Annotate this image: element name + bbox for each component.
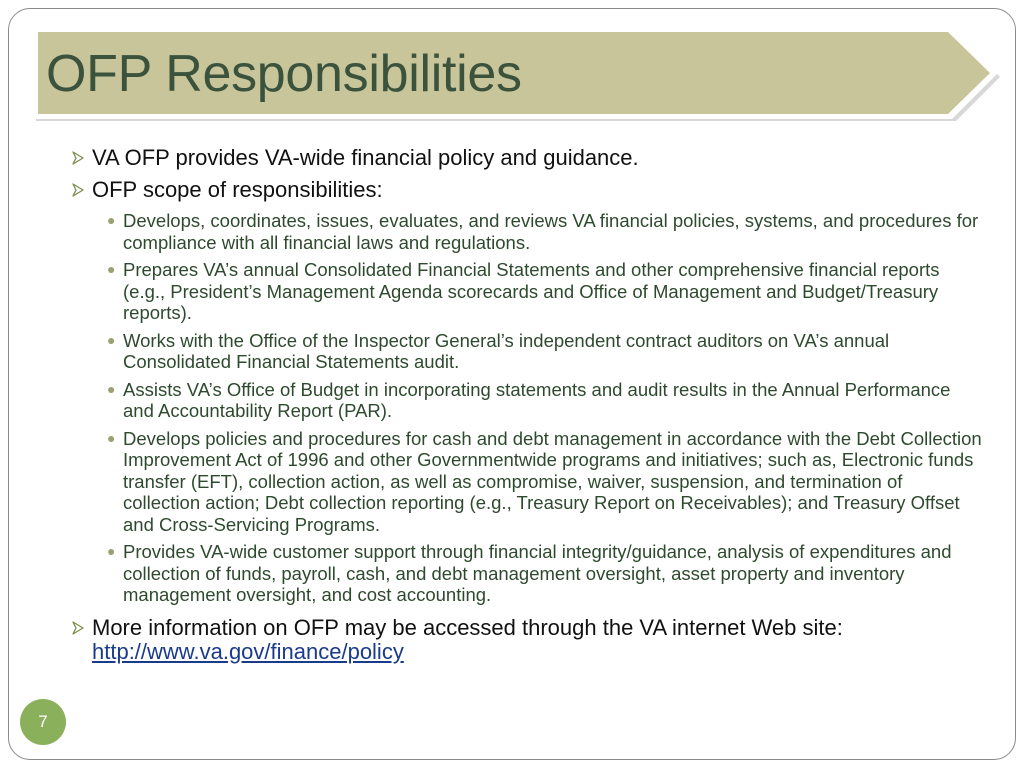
sub-bullet-policies (62, 210, 982, 253)
bullet-text: VA OFP provides VA-wide financial policy and guidance. (92, 145, 639, 170)
dot-bullet-icon: ● (107, 380, 116, 397)
sub-bullet-office-of-budget (62, 379, 982, 422)
dot-bullet-icon: ● (107, 261, 116, 277)
page-number-badge: 7 (20, 699, 66, 745)
sub-bullet-text: Provides VA-wide customer support through financial integrity/guidance, analysis of expenditures and collection of funds, payroll, cash, and debt management oversight, asset property and inventory management oversight, and cost accounting. (123, 541, 952, 605)
sub-bullet-inspector-general (62, 330, 982, 373)
sub-bullet-customer-support (62, 541, 982, 606)
sub-bullet-text: Prepares VA’s annual Consolidated Financial Statements and other comprehensive financial reports (e.g., President’s Management Agenda scorecards and Office of Management and Budget/Treasury reports). (123, 259, 940, 323)
sub-bullet-financial-statements (62, 259, 982, 324)
sub-bullet-text: Develops policies and procedures for cash and debt management in accordance with the Debt Collection Improvement Act of 1996 and other Governmentwide programs and initiatives; such as, Electronic funds transfer (EFT), collection action, as well as compromise, waiver, suspension, and termination of collection action; Debt collection reporting (e.g., Treasury Report on Receivables); and Treasury Offset and Cross-Servicing Programs. (123, 427, 982, 535)
dot-bullet-icon: ● (107, 429, 116, 446)
slide-body (62, 146, 982, 664)
slide-title: OFP Responsibilities (46, 45, 522, 103)
bullet-va-ofp-policy (62, 146, 982, 170)
more-info-text: More information on OFP may be accessed through the VA internet Web site: (92, 614, 843, 640)
arrow-bullet-icon (72, 621, 84, 635)
sub-bullet-text: Assists VA’s Office of Budget in incorporating statements and audit results in the Annual Performance and Accountability Report (PAR). (123, 378, 951, 421)
dot-bullet-icon: ● (107, 331, 116, 348)
sub-bullet-text: Works with the Office of the Inspector General’s independent contract auditors on VA’s annual Consolidated Financial Statements audit. (123, 329, 890, 372)
bullet-ofp-scope (62, 178, 982, 202)
bullet-text: OFP scope of responsibilities: (92, 177, 383, 202)
finance-policy-link[interactable]: http://www.va.gov/finance/policy (92, 638, 404, 664)
sub-bullet-text: Develops, coordinates, issues, evaluates, and reviews VA financial policies, systems, and procedures for compliance with all financial laws and regulations. (123, 210, 979, 253)
arrow-bullet-icon (72, 151, 84, 165)
sub-bullet-debt-management (62, 428, 982, 536)
arrow-bullet-icon (72, 183, 84, 197)
dot-bullet-icon: ● (107, 212, 116, 228)
bullet-more-info (62, 616, 982, 664)
dot-bullet-icon: ● (107, 543, 116, 559)
